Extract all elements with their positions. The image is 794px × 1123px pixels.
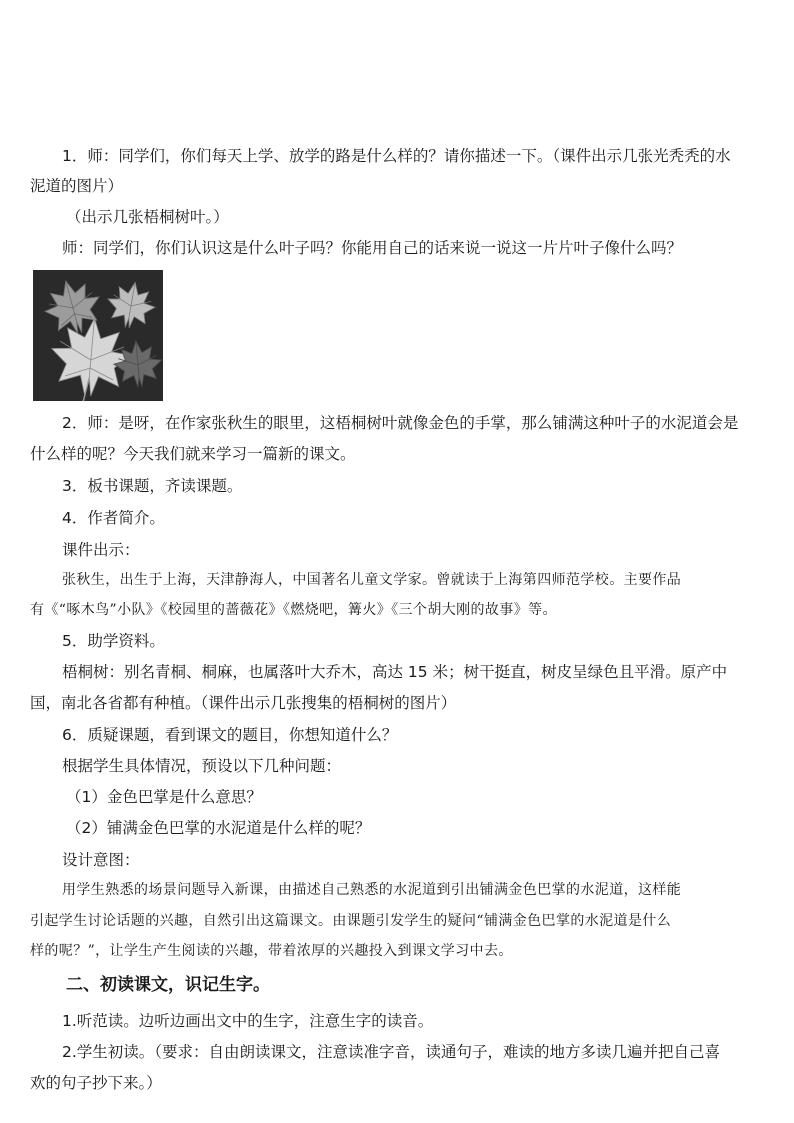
step-2-text-cont: 什么样的呢？今天我们就来学习一篇新的课文。 xyxy=(30,445,356,463)
design-intent-text: 用学生熟悉的场景问题导入新课，由描述自己熟悉的水泥道到引出铺满金色巴掌的水泥道，这样能 xyxy=(62,882,682,898)
design-intent-text-3: 样的呢？”，让学生产生阅读的兴趣，带着浓厚的兴趣投入到课文学习中去。 xyxy=(30,943,513,959)
first-read-step-cont: 欢的句子抄下来。） xyxy=(30,1074,162,1092)
maple-leaves-photo xyxy=(33,270,163,401)
listen-step: 1.听范读。边听边画出文中的生字，注意生字的读音。 xyxy=(62,1012,434,1030)
author-bio-cont: 有《“啄木鸟”小队》《校园里的蔷薇花》《燃烧吧，篝火》《三个胡大刚的故事》等。 xyxy=(30,602,557,618)
step-1-text: 1．师：同学们，你们每天上学、放学的路是什么样的？请你描述一下。（课件出示几张光秃秃的水 xyxy=(62,147,731,165)
author-bio: 张秋生，出生于上海，天津静海人，中国著名儿童文学家。曾就读于上海第四师范学校。主要作品 xyxy=(62,572,682,588)
tree-info: 梧桐树：别名青桐、桐麻，也属落叶大乔木，高达 15 米；树干挺直，树皮呈绿色且平滑。原产中 xyxy=(62,663,728,681)
tree-info-cont: 国，南北各省都有种植。（课件出示几张搜集的梧桐树的图片） xyxy=(30,694,457,712)
step-2-text: 2．师：是呀，在作家张秋生的眼里，这梧桐树叶就像金色的手掌，那么铺满这种叶子的水泥道会是 xyxy=(62,414,739,432)
first-read-step: 2.学生初读。（要求：自由朗读课文，注意读准字音，读通句子，难读的地方多读几遍并把自己喜 xyxy=(62,1043,721,1061)
courseware-label: 课件出示： xyxy=(62,541,140,559)
step-4-text: 4．作者简介。 xyxy=(62,509,165,527)
design-intent-label: 设计意图： xyxy=(62,851,140,869)
question-1: （1）金色巴掌是什么意思？ xyxy=(66,788,262,806)
step-5-text: 5．助学资料。 xyxy=(62,632,165,650)
step-1-text-cont: 泥道的图片） xyxy=(30,177,124,195)
step-3-text: 3．板书课题，齐读课题。 xyxy=(62,477,243,495)
step-6-text: 6．质疑课题，看到课文的题目，你想知道什么？ xyxy=(62,726,398,744)
teacher-question: 师：同学们，你们认识这是什么叶子吗？你能用自己的话来说一说这一片片叶子像什么吗？ xyxy=(62,239,683,257)
question-2: （2）铺满金色巴掌的水泥道是什么样的呢？ xyxy=(66,819,371,837)
preset-questions-intro: 根据学生具体情况，预设以下几种问题： xyxy=(62,757,342,775)
design-intent-text-2: 引起学生讨论话题的兴趣，自然引出这篇课文。由课题引发学生的疑问“铺满金色巴掌的水泥道是什么 xyxy=(30,913,672,929)
show-leaves-note: （出示几张梧桐树叶。） xyxy=(66,208,229,226)
section-heading: 二、初读课文，识记生字。 xyxy=(66,975,270,995)
